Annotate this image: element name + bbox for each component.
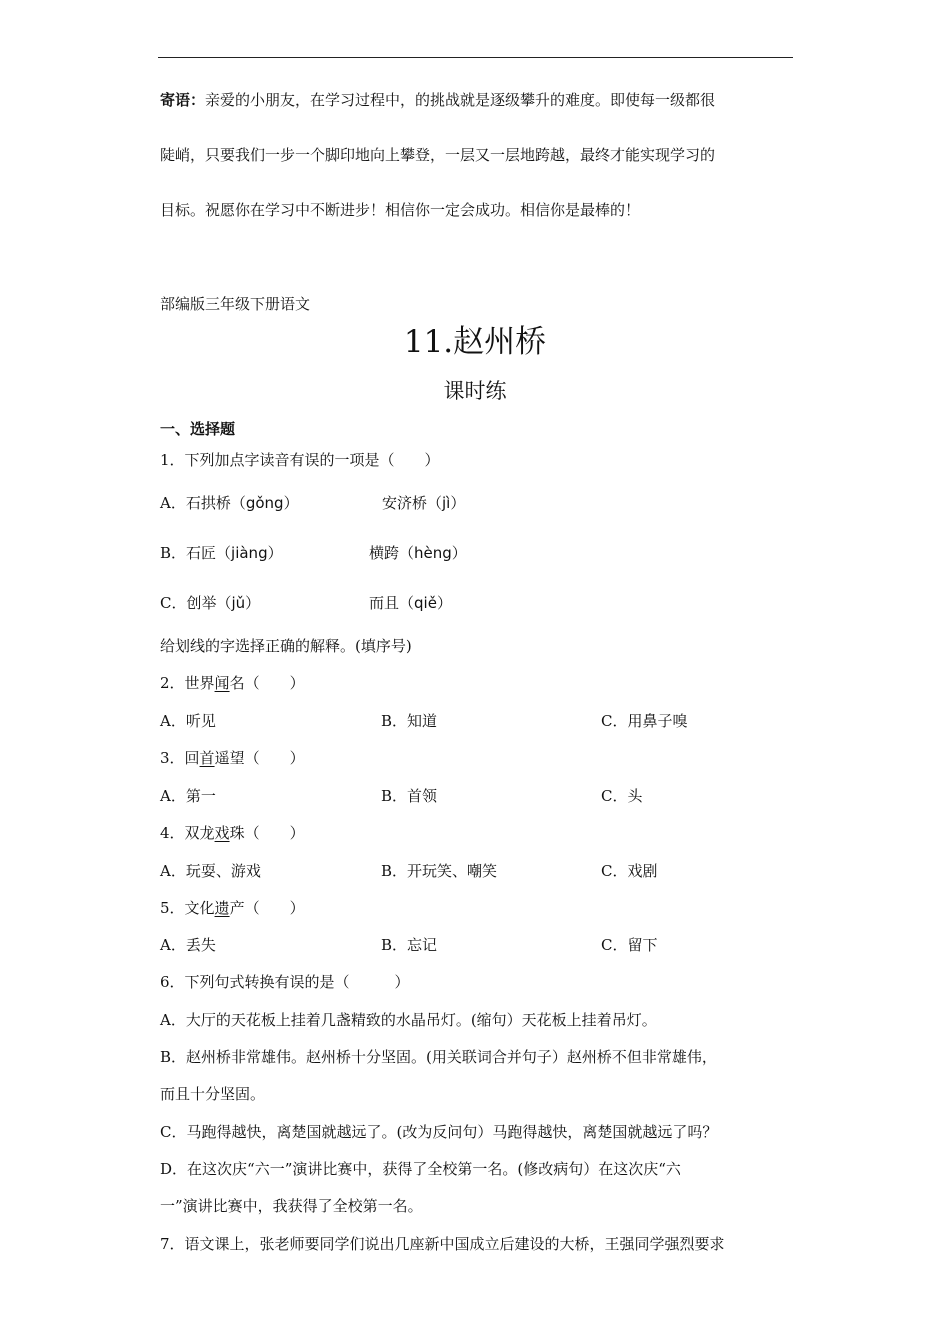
q1-option-c2: 而且（qiě）: [369, 594, 452, 612]
q5-option-c: C．留下: [601, 936, 658, 954]
pinyin: jǔ: [231, 594, 246, 612]
pinyin: jì: [442, 494, 451, 512]
greeting-line-1: [160, 90, 715, 110]
q4-option-a: A．玩耍、游戏: [160, 862, 261, 880]
question-3-stem: 3．回首遥望（ ）: [160, 749, 305, 767]
question-6-stem: 6．下列句式转换有误的是（ ）: [160, 973, 410, 991]
question-1-stem: 1．下列加点字读音有误的一项是（ ）: [160, 451, 440, 469]
q1-option-c1: C．创举（jǔ）: [160, 594, 261, 612]
q4-option-b: B．开玩笑、嘲笑: [381, 862, 498, 880]
q1-option-a1: A．石拱桥（gǒng）: [160, 494, 299, 512]
greeting-line-3: 目标。祝愿你在学习中不断进步！相信你一定会成功。相信你是最棒的！: [160, 201, 641, 219]
q2-option-a: A．听见: [160, 712, 216, 730]
underlined-char: 遗: [214, 899, 230, 917]
q6-option-b-line-1: B．赵州桥非常雄伟。赵州桥十分坚固。(用关联词合并句子）赵州桥不但非常雄伟，: [160, 1048, 717, 1066]
q6-option-c: C．马跑得越快，离楚国就越远了。(改为反问句）马跑得越快，离楚国就越远了吗？: [160, 1123, 718, 1141]
instruction-text: 给划线的字选择正确的解释。(填序号): [160, 637, 412, 655]
edition-label: 部编版三年级下册语文: [160, 295, 311, 313]
q2-option-c: C．用鼻子嗅: [601, 712, 688, 730]
header-rule: [158, 57, 793, 58]
pinyin: jiàng: [231, 544, 268, 562]
pinyin: gǒng: [245, 494, 284, 512]
greeting-text-1: 亲爱的小朋友，在学习过程中，的挑战就是逐级攀升的难度。即使每一级都很: [205, 91, 716, 109]
question-7-stem: 7．语文课上，张老师要同学们说出几座新中国成立后建设的大桥，王强同学强烈要求: [160, 1235, 725, 1253]
q1-option-a2: 安济桥（jì）: [382, 494, 466, 512]
question-5-stem: 5．文化遗产（ ）: [160, 899, 305, 917]
underlined-char: 首: [199, 749, 215, 767]
pinyin: hèng: [414, 544, 452, 562]
q1-option-b1: B．石匠（jiàng）: [160, 544, 283, 562]
underlined-char: 闻: [214, 674, 230, 692]
q6-option-d-line-1: D．在这次庆“六一”演讲比赛中，获得了全校第一名。(修改病句）在这次庆“六: [160, 1160, 681, 1178]
question-4-stem: 4．双龙戏珠（ ）: [160, 824, 305, 842]
greeting-line-2: 陡峭，只要我们一步一个脚印地向上攀登，一层又一层地跨越，最终才能实现学习的: [160, 146, 716, 164]
q3-option-a: A．第一: [160, 787, 216, 805]
greeting-label: 寄语：: [160, 91, 206, 109]
q3-option-c: C．头: [601, 787, 643, 805]
q2-option-b: B．知道: [381, 712, 438, 730]
question-2-stem: 2．世界闻名（ ）: [160, 674, 305, 692]
q1-option-b2: 横跨（hèng）: [369, 544, 467, 562]
q3-option-b: B．首领: [381, 787, 438, 805]
section-heading: 一、选择题: [160, 420, 236, 438]
q6-option-b-line-2: 而且十分坚固。: [160, 1085, 266, 1103]
q6-option-d-line-2: 一”演讲比赛中，我获得了全校第一名。: [160, 1197, 423, 1215]
pinyin: qiě: [414, 594, 437, 612]
q5-option-a: A．丢失: [160, 936, 216, 954]
q4-option-c: C．戏剧: [601, 862, 658, 880]
page-subtitle: 课时练: [443, 379, 507, 403]
q6-option-a: A．大厅的天花板上挂着几盏精致的水晶吊灯。(缩句）天花板上挂着吊灯。: [160, 1011, 657, 1029]
page-title: 11.赵州桥: [403, 324, 547, 360]
q5-option-b: B．忘记: [381, 936, 438, 954]
underlined-char: 戏: [214, 824, 230, 842]
